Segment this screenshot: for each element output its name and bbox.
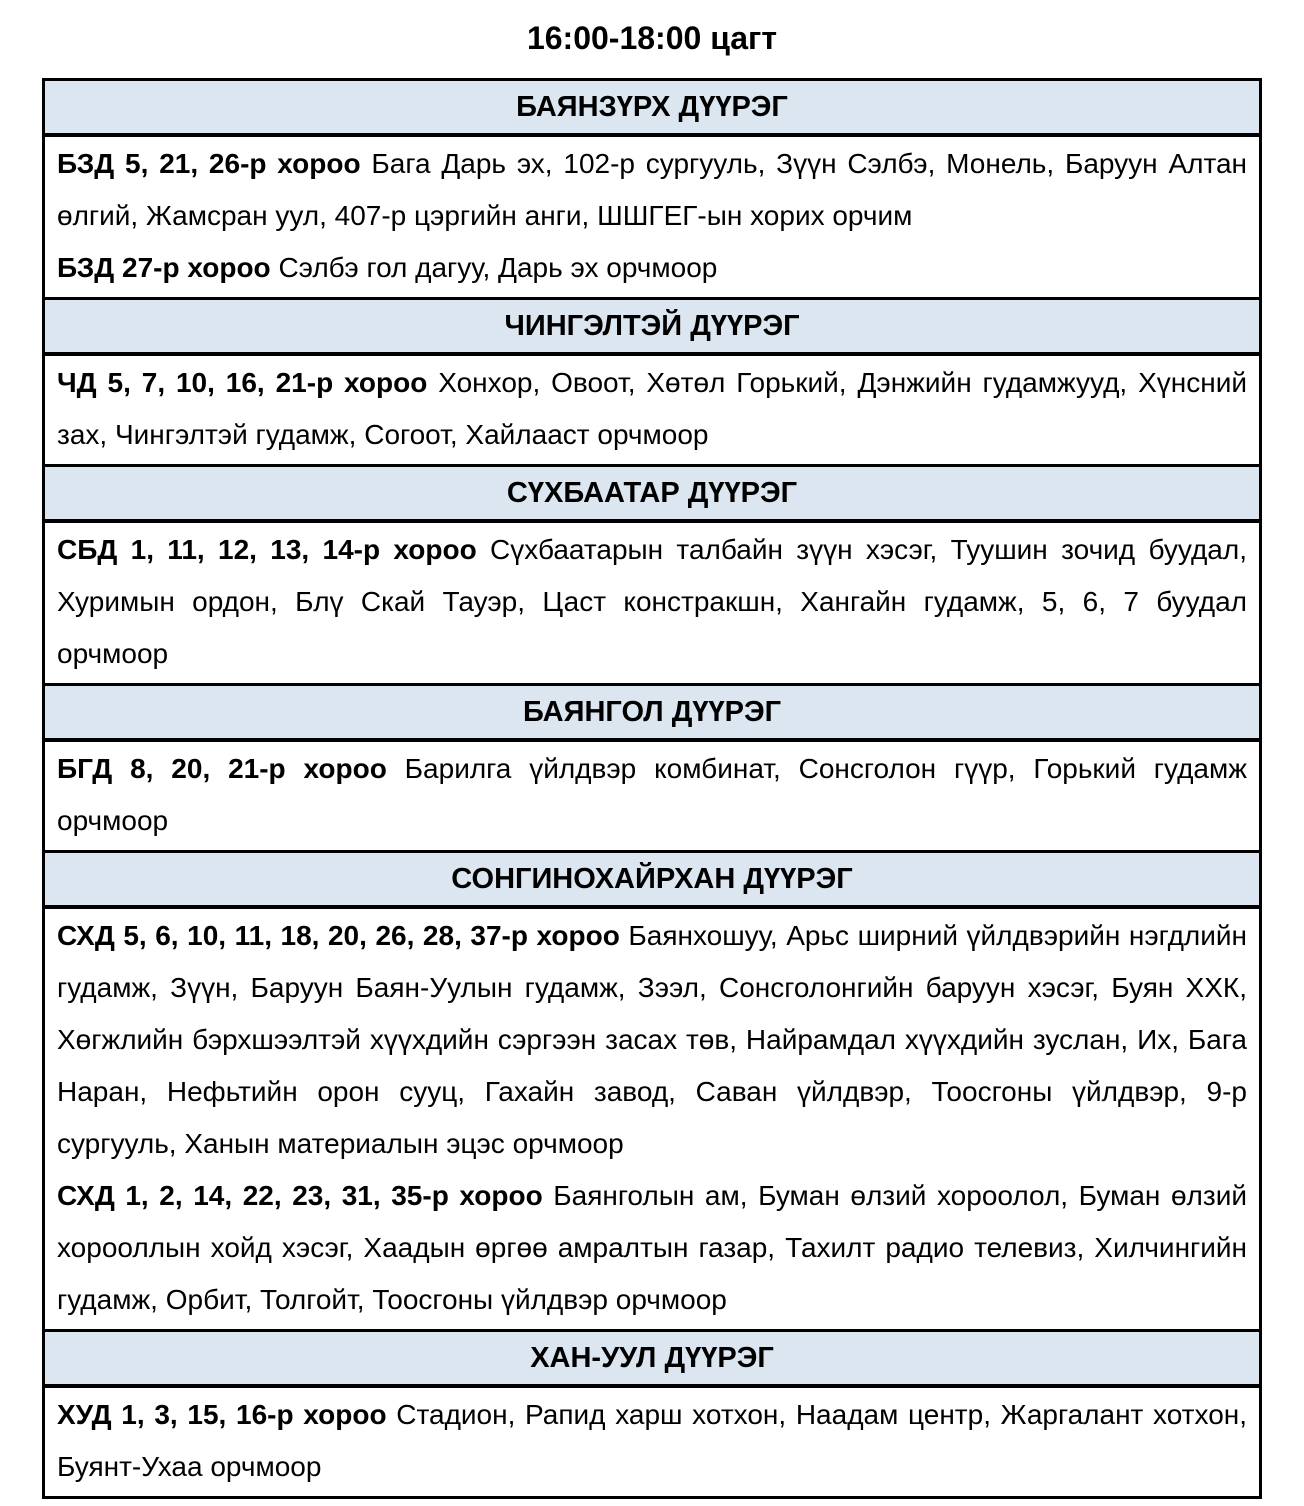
outage-entry (57, 743, 1247, 847)
outage-entry (57, 1389, 1247, 1493)
district-header-bayangol: БАЯНГОЛ ДҮҮРЭГ (45, 686, 1259, 742)
location-list: Хонхор, Овоот, Хөтөл Горький, Дэнжийн гудамжууд, Хүнсний зах, Чингэлтэй гудамж, Согоот, Хайлааст орчмоор (57, 367, 1247, 450)
district-header-chingeltei: ЧИНГЭЛТЭЙ ДҮҮРЭГ (45, 300, 1259, 356)
district-entries-sukhbaatar (45, 523, 1259, 686)
district-header-sukhbaatar: СҮХБААТАР ДҮҮРЭГ (45, 467, 1259, 523)
district-header-bayanzurkh: БАЯНЗҮРХ ДҮҮРЭГ (45, 81, 1259, 137)
khoroo-label: ХУД 1, 3, 15, 16-р хороо (57, 1399, 387, 1430)
location-list: Баянголын ам, Буман өлзий хороолол, Буман өлзий хорооллын хойд хэсэг, Хаадын өргөө амралтын газар, Тахилт радио телевиз, Хилчингийн гудамж, Орбит, Толгойт, Тоосгоны үйлдвэр орчмоор (57, 1180, 1248, 1315)
district-header-khan-uul: ХАН-УУЛ ДҮҮРЭГ (45, 1332, 1259, 1388)
khoroo-label: БГД 8, 20, 21-р хороо (57, 753, 387, 784)
outage-entry (57, 138, 1247, 242)
outage-entry (57, 524, 1247, 680)
outage-entry (57, 1170, 1247, 1326)
khoroo-label: СХД 1, 2, 14, 22, 23, 31, 35-р хороо (57, 1180, 543, 1211)
outage-entry (57, 357, 1247, 461)
district-header-songinokhairkhan: СОНГИНОХАЙРХАН ДҮҮРЭГ (45, 853, 1259, 909)
khoroo-label: БЗД 27-р хороо (57, 252, 271, 283)
district-entries-bayanzurkh (45, 137, 1259, 300)
khoroo-label: ЧД 5, 7, 10, 16, 21-р хороо (57, 367, 428, 398)
outage-entry (57, 242, 1247, 294)
district-entries-songinokhairkhan (45, 909, 1259, 1332)
location-list: Баянхошуу, Арьс ширний үйлдвэрийн нэгдлийн гудамж, Зүүн, Баруун Баян-Уулын гудамж, Зээл, Сонсголонгийн баруун хэсэг, Буян ХХК, Хөгжлийн бэрхшээлтэй хүүхдийн сэргээн засах төв, Найрамдал хүүхдийн зуслан, Их, Бага Наран, Нефьтийн орон сууц, Гахайн завод, Саван үйлдвэр, Тоосгоны үйлдвэр, 9-р сургууль, Ханын материалын эцэс орчмоор (57, 920, 1248, 1159)
location-list: Стадион, Рапид харш хотхон, Наадам центр, Жаргалант хотхон, Буянт-Ухаа орчмоор (57, 1399, 1248, 1482)
location-list: Сэлбэ гол дагуу, Дарь эх орчмоор (278, 252, 718, 283)
district-entries-chingeltei (45, 356, 1259, 467)
district-entries-khan-uul (45, 1388, 1259, 1496)
location-list: Бага Дарь эх, 102-р сургууль, Зүүн Сэлбэ, Монель, Баруун Алтан өлгий, Жамсран уул, 407-р цэргийн анги, ШШГЕГ-ын хорих орчим (57, 148, 1248, 231)
khoroo-label: СБД 1, 11, 12, 13, 14-р хороо (57, 534, 477, 565)
location-list: Барилга үйлдвэр комбинат, Сонсголон гүүр, Горький гудамж орчмоор (57, 753, 1247, 836)
location-list: Сүхбаатарын талбайн зүүн хэсэг, Туушин зочид буудал, Хуримын ордон, Блү Скай Тауэр, Цаст констракшн, Хангайн гудамж, 5, 6, 7 буудал орчмоор (57, 534, 1247, 669)
page-title: 16:00-18:00 цагт (526, 20, 778, 56)
khoroo-label: СХД 5, 6, 10, 11, 18, 20, 26, 28, 37-р хороо (57, 920, 620, 951)
khoroo-label: БЗД 5, 21, 26-р хороо (57, 148, 361, 179)
district-entries-bayangol (45, 742, 1259, 853)
outage-entry (57, 910, 1247, 1170)
schedule-table (42, 78, 1262, 1499)
